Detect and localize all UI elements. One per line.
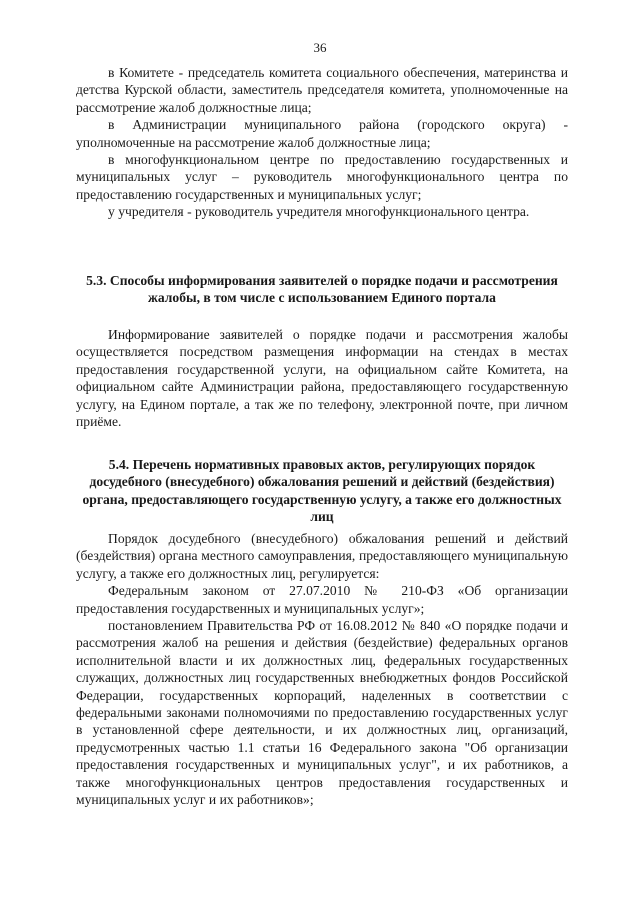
section-5-4-body [76, 530, 568, 809]
section-5-4-heading: 5.4. Перечень нормативных правовых актов, регулирующих порядок досудебного (внесудебного) обжалования решений и действий (бездействия) органа, предоставляющего государственную услугу, а также его должностных лиц [82, 457, 562, 525]
paragraph-order: Порядок досудебного (внесудебного) обжалования решений и действий (бездействия) органа местного самоуправления, предоставляющего муниципальную услугу, а также его должностных лиц, регулируется: [76, 531, 568, 581]
paragraph-government-decree: постановлением Правительства РФ от 16.08.2012 № 840 «О порядке подачи и рассмотрения жалоб на решения и действия (бездействие) федеральных органов исполнительной власти и их должностных лиц, федеральных государственных служащих, должностных лиц государственных внебюджетных фондов Российской Федерации, государственных корпораций, наделенных в соответствии с федеральными законами полномочиями по предоставлению государственных услуг в установленной сфере деятельности, и их должностных лиц, организаций, предусмотренных частью 1.1 статьи 16 Федерального закона "Об организации предоставления государственных и муниципальных услуг", и их работников, а также многофункциональных центров предоставления государственных и муниципальных услуг и их работников»; [76, 618, 568, 808]
section-5-3-body [76, 326, 568, 430]
intro-block [76, 64, 568, 221]
paragraph-administration: в Администрации муниципального района (городского округа) - уполномоченные на рассмотрение жалоб должностные лица; [76, 117, 568, 150]
section-5-3 [76, 272, 568, 307]
section-5-3-heading: 5.3. Способы информирования заявителей о порядке подачи и рассмотрения жалобы, в том числе с использованием Единого портала [86, 273, 558, 306]
page-number: 36 [313, 40, 327, 55]
section-5-3-text: Информирование заявителей о порядке подачи и рассмотрения жалобы осуществляется посредством размещения информации на стендах в местах предоставления государственной услуги, на официальном сайте Комитета, на официальном сайте Администрации района, предоставляющего государственную услугу, на Едином портале, а так же по телефону, электронной почте, при личном приёме. [76, 327, 568, 430]
paragraph-committee: в Комитете - председатель комитета социального обеспечения, материнства и детства Курской области, заместитель председателя комитета, уполномоченные на рассмотрение жалоб должностные лица; [76, 65, 568, 115]
paragraph-mfc: в многофункциональном центре по предоставлению государственных и муниципальных услуг – руководитель многофункционального центра по предоставлению государственных и муниципальных услуг; [76, 152, 568, 202]
paragraph-founder: у учредителя - руководитель учредителя многофункционального центра. [108, 204, 530, 220]
paragraph-federal-law: Федеральным законом от 27.07.2010 № 210-ФЗ «Об организации предоставления государственных и муниципальных услуг»; [76, 583, 568, 616]
section-5-4 [76, 456, 568, 526]
